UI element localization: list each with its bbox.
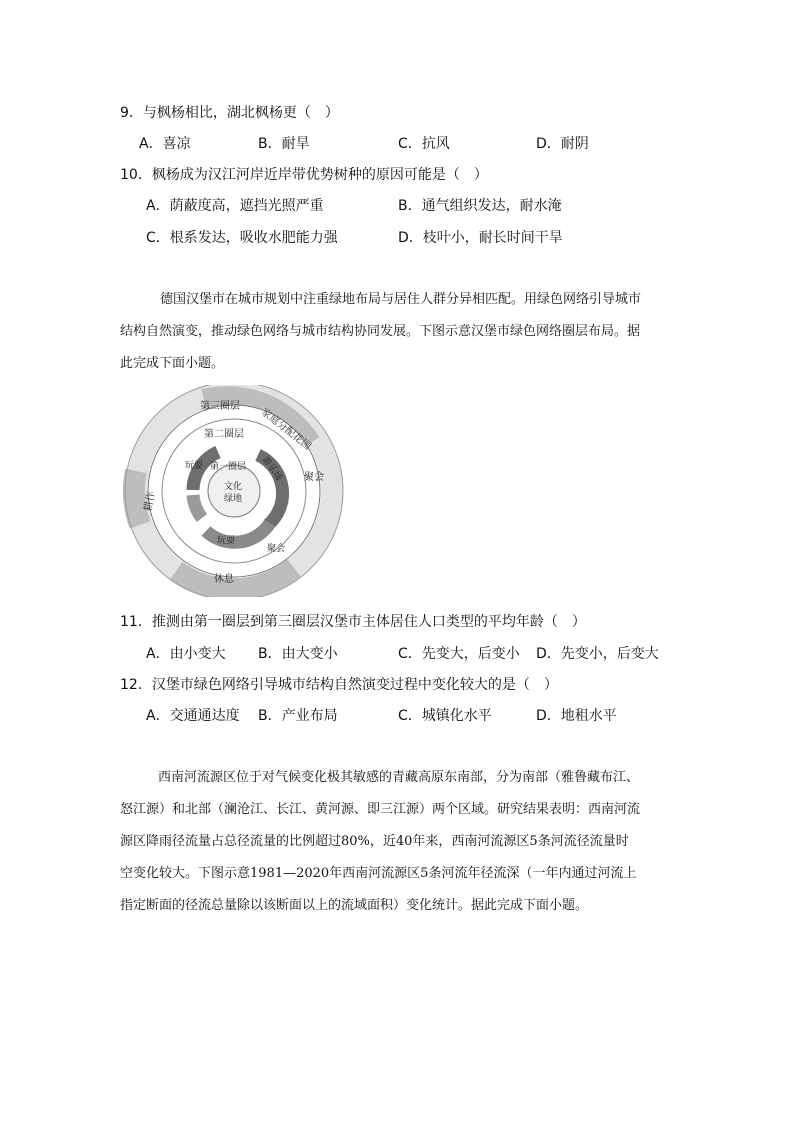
passage-2-line-4: 空变化较大。下图示意1981—2020年西南河流源区5条河流年径流深（一年内通过河流上 [120, 866, 637, 881]
gather-inner-label: 聚会 [267, 544, 286, 554]
rest-label: 休息 [214, 574, 234, 585]
playground-label: 游乐场 [259, 454, 284, 483]
question-9-stem: 9．与枫杨相比，湖北枫杨更（ ） [120, 105, 339, 121]
passage-1-line-1: 德国汉堡市在城市规划中注重绿地布局与居住人群分异相匹配。用绿色网络引导城市 [160, 292, 642, 307]
q9-option-d: D．耐阴 [536, 136, 589, 152]
q9-option-a: A．喜凉 [139, 136, 191, 152]
q11-option-d: D．先变小，后变大 [536, 646, 659, 662]
q11-option-b: B．由大变小 [258, 646, 338, 662]
q9-option-c: C．抗风 [398, 136, 450, 152]
play-top-label: 玩耍 [185, 461, 204, 471]
ring-1-label: 第一圈层 [210, 462, 247, 472]
passage-1-line-2: 结构自然演变，推动绿色网络与城市结构协同发展。下图示意汉堡市绿色网络圈层布局。据 [120, 324, 641, 339]
q12-option-b: B．产业布局 [258, 708, 338, 724]
gather-outer-label: 聚会 [304, 472, 324, 483]
play-bottom-label: 玩耍 [217, 536, 236, 546]
q10-option-c: C．根系发达，吸收水肥能力强 [146, 230, 338, 246]
q10-option-b: B．通气组织发达，耐水淹 [398, 198, 562, 214]
q10-option-d: D．枝叶小，耐长时间干旱 [398, 230, 563, 246]
question-11-stem: 11．推测由第一圈层到第三圈层汉堡市主体居住人口类型的平均年龄（ ） [120, 614, 586, 630]
family-garden-label: 家庭分配花园 [258, 406, 313, 453]
q10-option-a: A．荫蔽度高，遮挡光照严重 [146, 198, 324, 214]
center-label-line-1: 文化 [224, 482, 243, 492]
q11-option-c: C．先变大，后变小 [398, 646, 520, 662]
q12-option-a: A．交通通达度 [146, 708, 240, 724]
green-network-ring-diagram [118, 385, 350, 597]
ring-2-label: 第二圈层 [204, 429, 244, 440]
passage-2-line-1: 西南河流源区位于对气候变化极其敏感的青藏高原东南部，分为南部（雅鲁藏布江、 [158, 770, 640, 785]
passage-2-line-3: 源区降雨径流量占总径流量的比例超过80%，近40年来，西南河流源区5条河流径流量时 [120, 834, 629, 849]
passage-2-line-2: 怒江源）和北部（澜沧江、长江、黄河源、即三江源）两个区域。研究结果表明：西南河流 [120, 802, 641, 817]
question-10-stem: 10．枫杨成为汉江河岸近岸带优势树种的原因可能是（ ） [120, 167, 488, 183]
ring-3-label: 第三圈层 [200, 401, 240, 412]
question-12-stem: 12．汉堡市绿色网络引导城市结构自然演变过程中变化较大的是（ ） [120, 677, 558, 693]
q11-option-a: A．由小变大 [146, 646, 226, 662]
center-label-line-2: 绿地 [224, 494, 243, 504]
passage-2-line-5: 指定断面的径流总量除以该断面以上的流域面积）变化统计。据此完成下面小题。 [120, 898, 589, 913]
farming-segment [134, 471, 140, 525]
passage-1-line-3: 此完成下面小题。 [120, 356, 225, 371]
farming-label: 耕作 [143, 490, 158, 513]
q12-option-c: C．城镇化水平 [398, 708, 492, 724]
q9-option-b: B．耐旱 [258, 136, 310, 152]
q12-option-d: D．地租水平 [536, 708, 617, 724]
